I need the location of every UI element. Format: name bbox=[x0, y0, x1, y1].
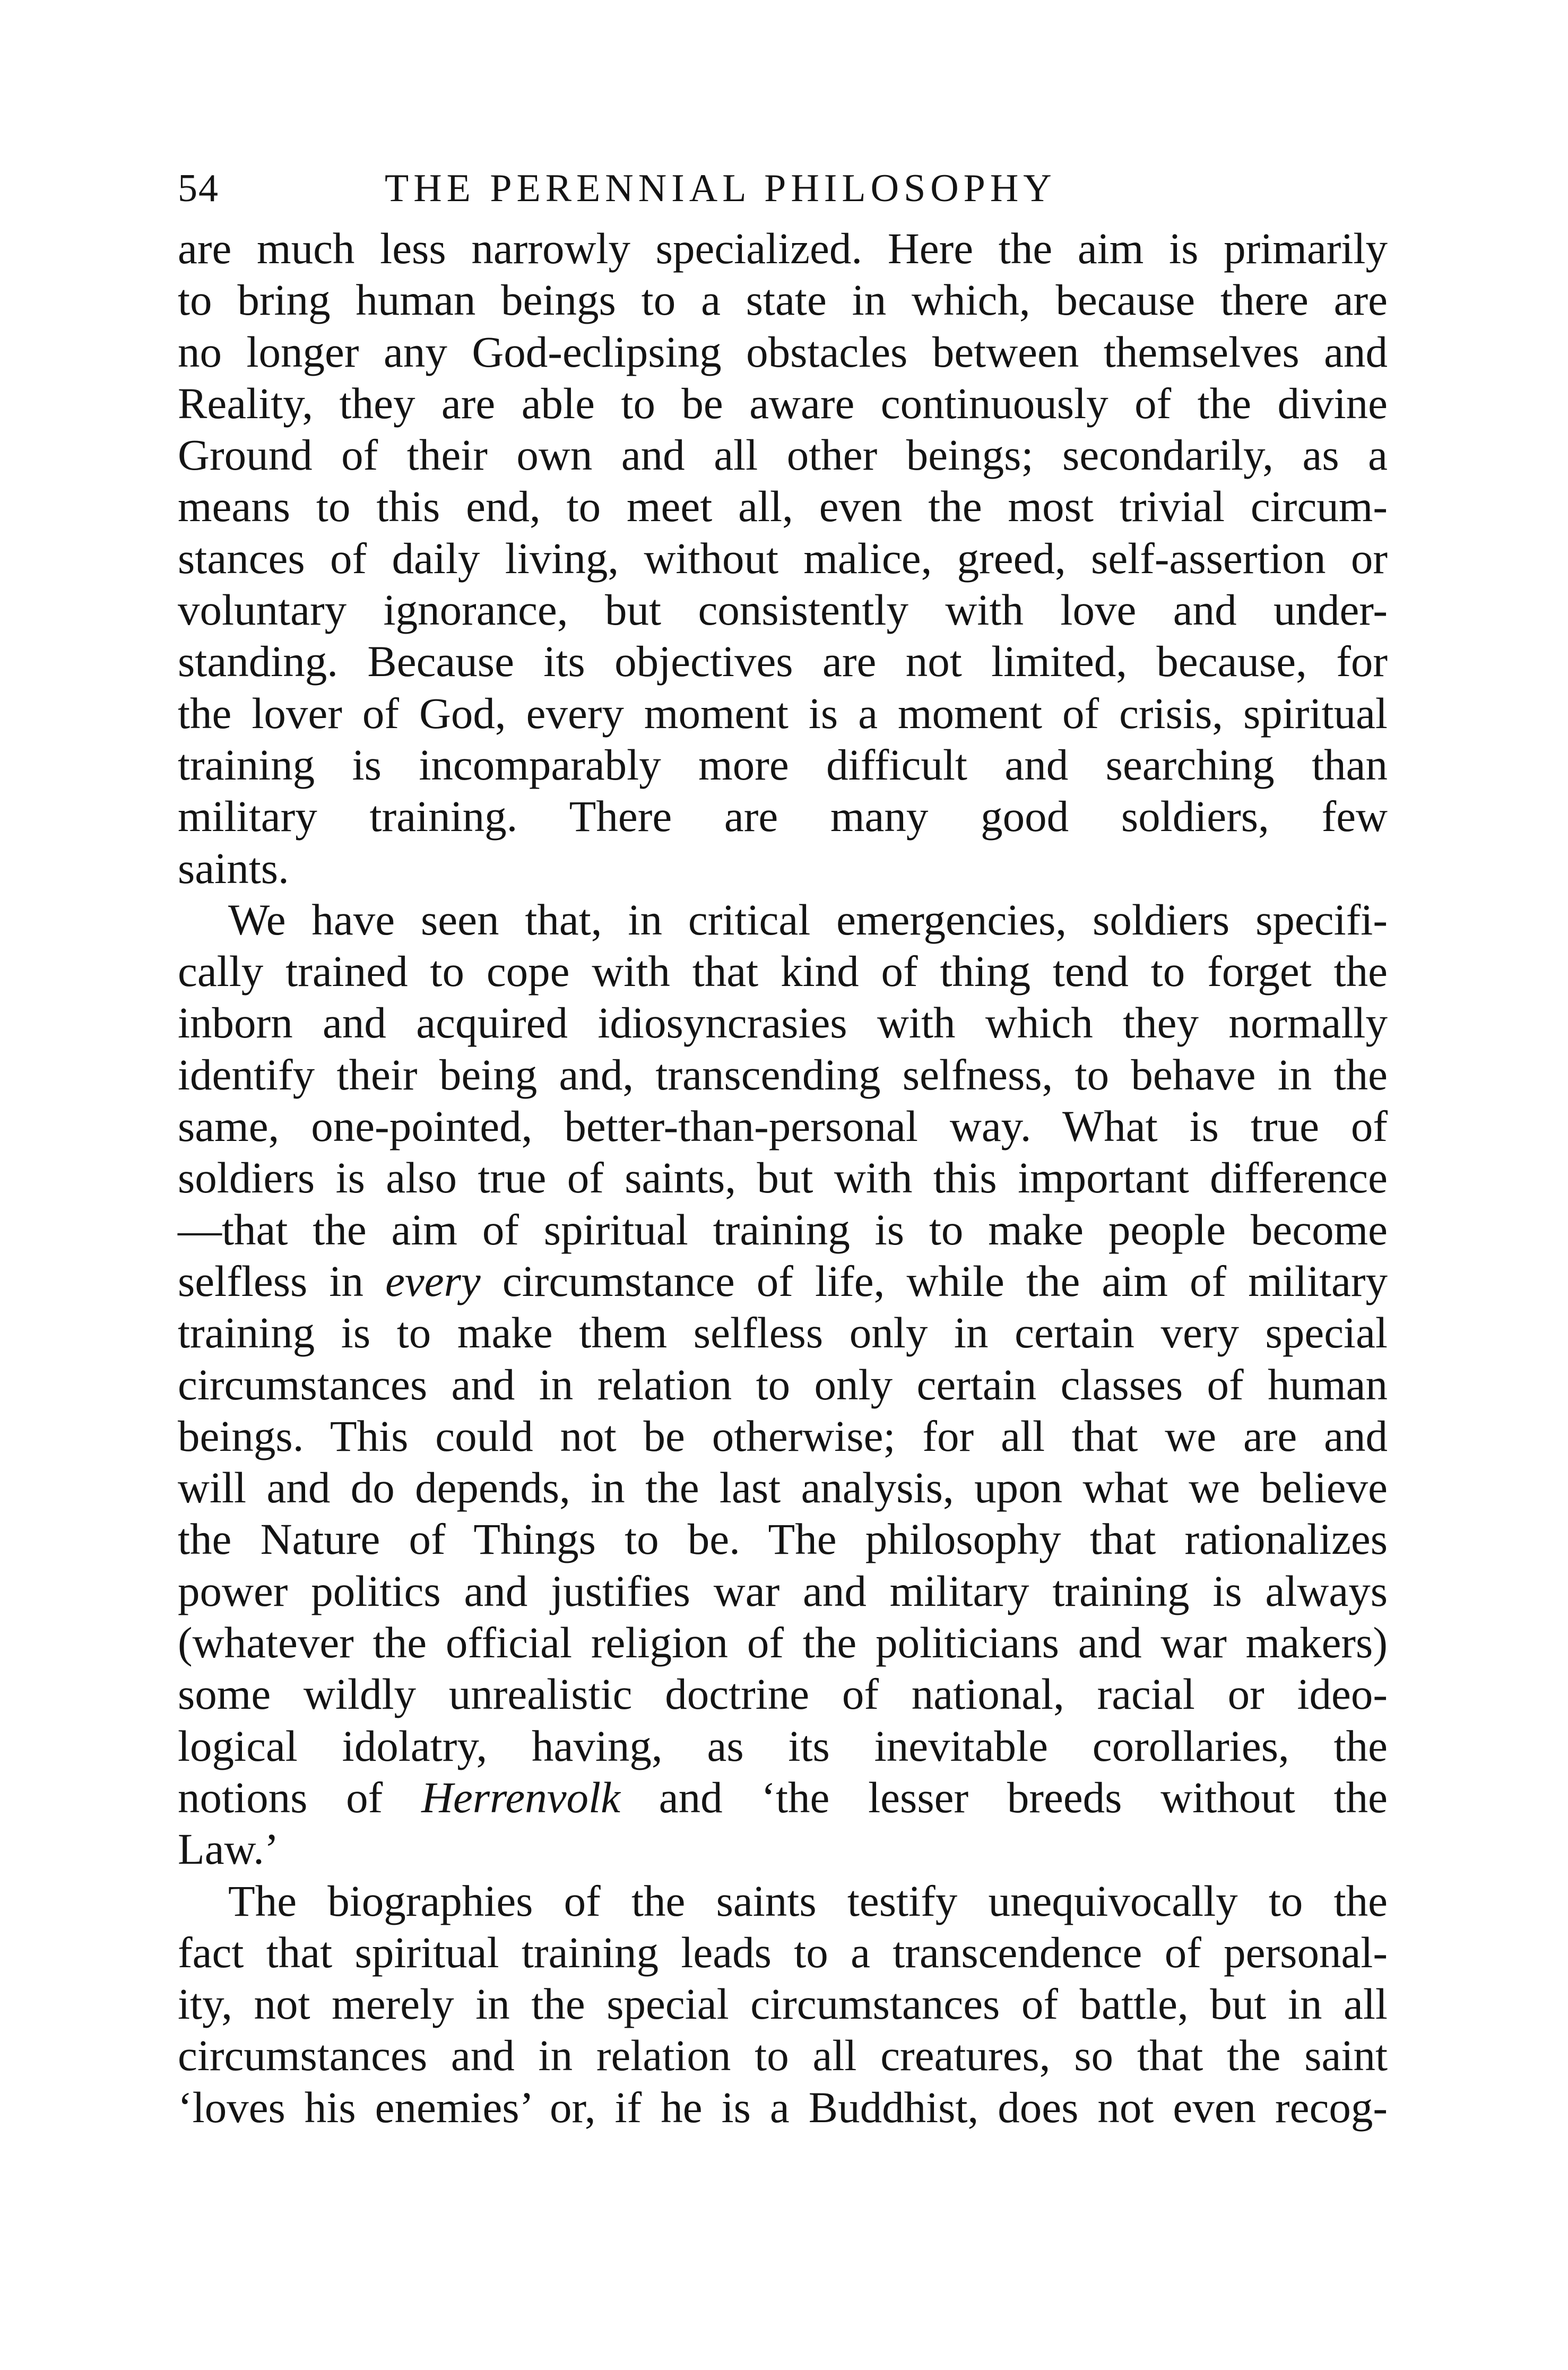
text-line: will and do depends, in the last analysis, upon what we believe bbox=[178, 1463, 1388, 1512]
body-text bbox=[178, 223, 1388, 2133]
text-line: inborn and acquired idiosyncrasies with which they normally bbox=[178, 998, 1388, 1048]
text-line: the lover of God, every moment is a moment of crisis, spiritual bbox=[178, 688, 1388, 738]
text-line: stances of daily living, without malice, greed, self-assertion or bbox=[178, 533, 1388, 583]
text-line: ‘loves his enemies’ or, if he is a Buddhist, does not even recog- bbox=[178, 2082, 1388, 2132]
text-line: power politics and justifies war and military training is always bbox=[178, 1566, 1388, 1615]
text-line: fact that spiritual training leads to a transcendence of personal- bbox=[178, 1927, 1388, 1977]
text-line: to bring human beings to a state in which, because there are bbox=[178, 275, 1388, 325]
text-line: identify their being and, transcending selfness, to behave in the bbox=[178, 1050, 1388, 1099]
text-line: same, one-pointed, better-than-personal way. What is true of bbox=[178, 1102, 1388, 1151]
text-line: logical idolatry, having, as its inevitable corollaries, the bbox=[178, 1721, 1388, 1770]
text-line: training is incomparably more difficult and searching than bbox=[178, 740, 1388, 789]
text-line: beings. This could not be otherwise; for all that we are and bbox=[178, 1411, 1388, 1460]
text-line: are much less narrowly specialized. Here the aim is primarily bbox=[178, 224, 1388, 273]
emphasis-herrenvolk: Herrenvolk bbox=[421, 1772, 620, 1822]
text-line: the Nature of Things to be. The philosophy that rationalizes bbox=[178, 1515, 1388, 1564]
emphasis-every: every bbox=[385, 1256, 481, 1305]
text-line: training is to make them selfless only in certain very special bbox=[178, 1308, 1388, 1357]
text-line: Reality, they are able to be aware continuously of the divine bbox=[178, 378, 1388, 428]
text-line: no longer any God-eclipsing obstacles between themselves and bbox=[178, 327, 1388, 376]
text-line: notions of Herrenvolk and ‘the lesser breeds without the bbox=[178, 1772, 1388, 1822]
text-line: Ground of their own and all other beings; secondarily, as a bbox=[178, 430, 1388, 480]
text-line: saints. bbox=[178, 843, 289, 893]
text-line: military training. There are many good soldiers, few bbox=[178, 792, 1388, 841]
page-number: 54 bbox=[178, 167, 219, 210]
text-line: cally trained to cope with that kind of thing tend to forget the bbox=[178, 947, 1388, 996]
text-line: circumstances and in relation to all creatures, so that the saint bbox=[178, 2031, 1388, 2080]
text-line: ity, not merely in the special circumstances of battle, but in all bbox=[178, 1979, 1388, 2029]
running-title: THE PERENNIAL PHILOSOPHY bbox=[385, 167, 1056, 210]
running-head bbox=[178, 159, 1388, 218]
text-line: (whatever the official religion of the politicians and war makers) bbox=[178, 1618, 1388, 1667]
text-line: circumstances and in relation to only certain classes of human bbox=[178, 1360, 1388, 1409]
text-line: voluntary ignorance, but consistently with love and under- bbox=[178, 585, 1388, 635]
text-line: standing. Because its objectives are not limited, because, for bbox=[178, 637, 1388, 686]
text-line: Law.’ bbox=[178, 1824, 279, 1874]
text-line: The biographies of the saints testify unequivocally to the bbox=[228, 1876, 1388, 1925]
text-line: soldiers is also true of saints, but with this important difference bbox=[178, 1153, 1388, 1203]
text-line: some wildly unrealistic doctrine of national, racial or ideo- bbox=[178, 1670, 1388, 1719]
text-line: —that the aim of spiritual training is to make people become bbox=[178, 1205, 1388, 1254]
text-line: We have seen that, in critical emergencies, soldiers specifi- bbox=[228, 895, 1388, 944]
text-line: selfless in every circumstance of life, while the aim of military bbox=[178, 1256, 1388, 1305]
text-line: means to this end, to meet all, even the most trivial circum- bbox=[178, 482, 1388, 531]
